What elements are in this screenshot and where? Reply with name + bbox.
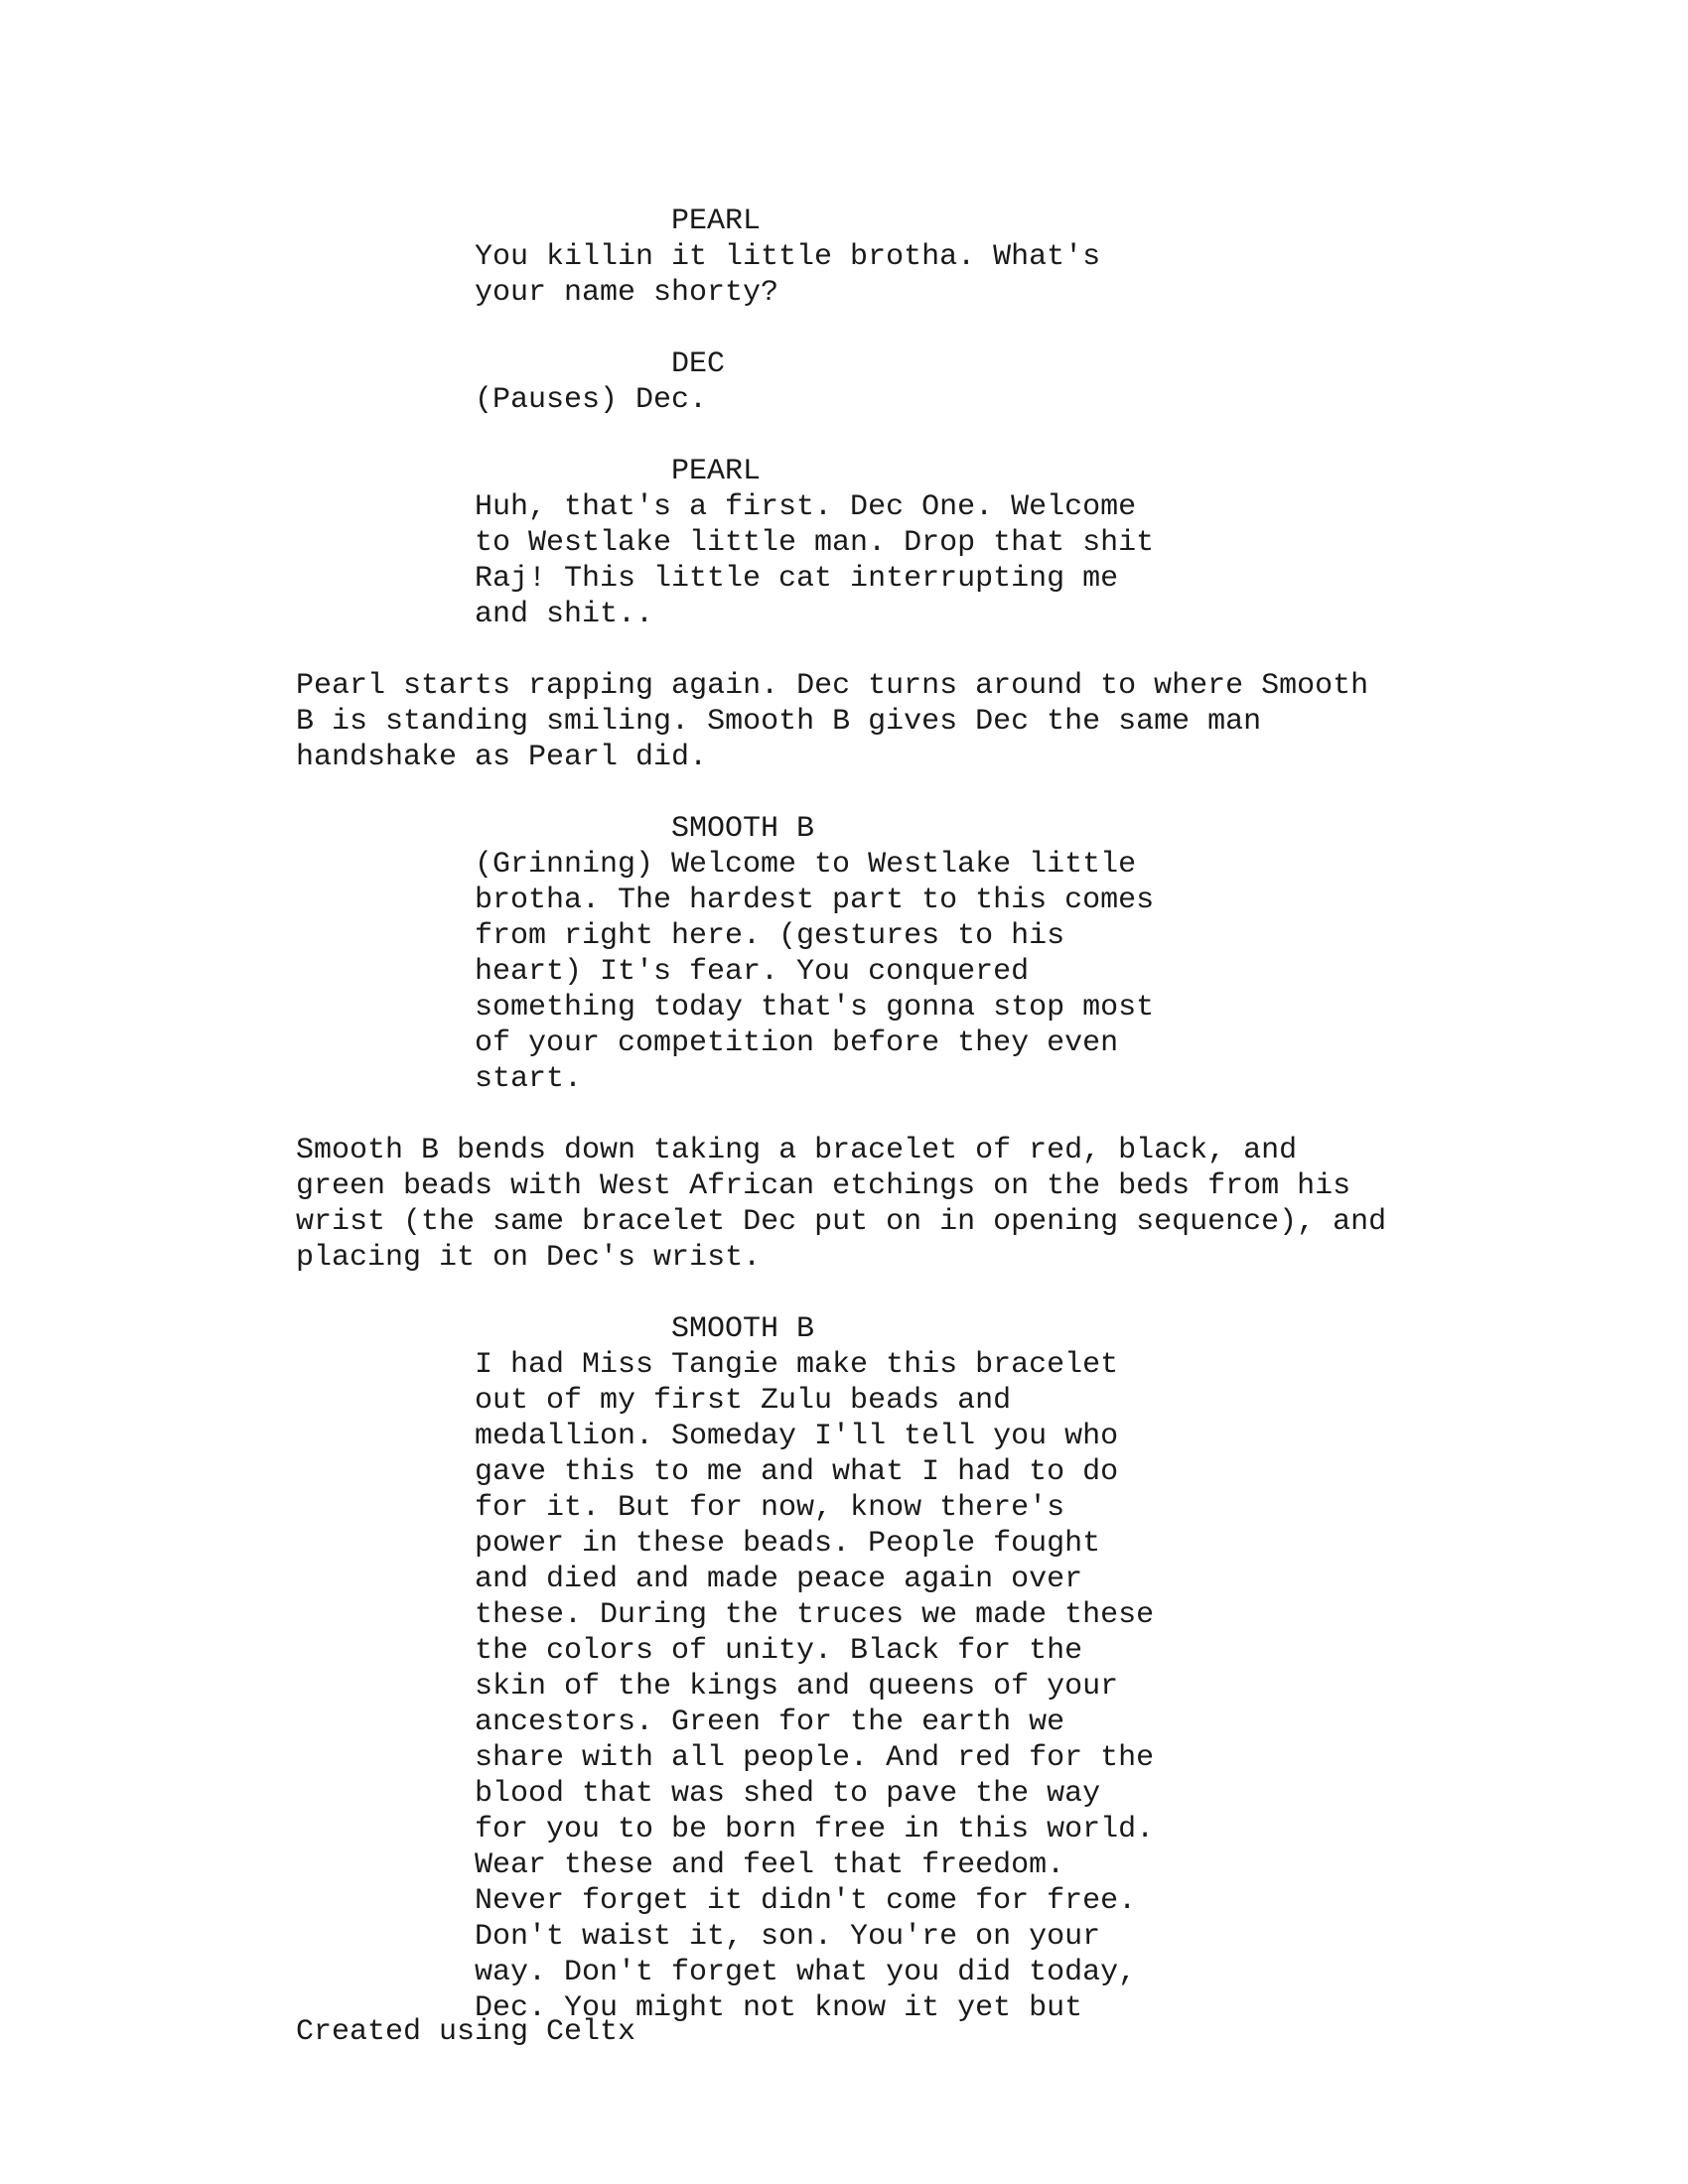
dialogue-line: share with all people. And red for the — [475, 1741, 1155, 1775]
dialogue-line: gave this to me and what I had to do — [475, 1455, 1119, 1489]
dialogue-line: and died and made peace again over — [475, 1563, 1083, 1596]
character-cue-pearl — [671, 204, 761, 239]
dialogue-line: Never forget it didn't come for free. — [475, 1884, 1137, 1918]
action-line: placing it on Dec's wrist. — [296, 1241, 762, 1275]
dialogue-line: I had Miss Tangie make this bracelet — [475, 1348, 1119, 1382]
dialogue-line: the colors of unity. Black for the — [475, 1634, 1083, 1668]
dialogue-line: heart) It's fear. You conquered — [475, 955, 1030, 989]
footer-credit — [296, 2014, 635, 2050]
character-name: DEC — [671, 347, 726, 381]
character-name: SMOOTH B — [671, 1312, 815, 1346]
character-name: PEARL — [671, 455, 762, 488]
character-name: SMOOTH B — [671, 812, 815, 846]
dialogue-line: blood that was shed to pave the way — [475, 1777, 1101, 1811]
dialogue-line: skin of the kings and queens of your — [475, 1670, 1119, 1704]
dialogue-line: to Westlake little man. Drop that shit — [475, 526, 1155, 560]
dialogue-line: your name shorty? — [475, 276, 779, 310]
dialogue-line: Huh, that's a first. Dec One. Welcome — [475, 490, 1137, 524]
dialogue-line: You killin it little brotha. What's — [475, 240, 1101, 274]
dialogue-line: Dec. You might not know it yet but — [475, 1991, 1083, 2025]
dialogue-line: of your competition before they even — [475, 1026, 1119, 1060]
dialogue-line: for it. But for now, know there's — [475, 1491, 1065, 1525]
dialogue-block — [475, 239, 1100, 311]
character-cue-dec — [671, 346, 725, 382]
dialogue-block — [475, 382, 707, 418]
dialogue-block — [475, 1347, 1154, 2026]
dialogue-line: from right here. (gestures to his — [475, 919, 1065, 953]
character-cue-smooth-b — [671, 1311, 814, 1347]
dialogue-line: ancestors. Green for the earth we — [475, 1706, 1065, 1739]
character-cue-smooth-b — [671, 811, 814, 847]
dialogue-line: these. During the truces we made these — [475, 1598, 1155, 1632]
action-line: Smooth B bends down taking a bracelet of red, black, and — [296, 1134, 1298, 1167]
dialogue-block — [475, 847, 1154, 1097]
action-block — [296, 1133, 1386, 1276]
dialogue-line: way. Don't forget what you did today, — [475, 1956, 1137, 1989]
dialogue-line: (Pauses) Dec. — [475, 383, 708, 417]
dialogue-line: brotha. The hardest part to this comes — [475, 884, 1155, 917]
footer-text: Created using Celtx — [296, 2015, 636, 2049]
action-line: handshake as Pearl did. — [296, 741, 708, 774]
dialogue-line: something today that's gonna stop most — [475, 991, 1155, 1024]
character-cue-pearl — [671, 454, 761, 489]
dialogue-block — [475, 489, 1154, 632]
dialogue-line: out of my first Zulu beads and — [475, 1384, 1012, 1418]
dialogue-line: start. — [475, 1062, 583, 1096]
action-block — [296, 668, 1368, 775]
dialogue-line: medallion. Someday I'll tell you who — [475, 1420, 1119, 1453]
character-name: PEARL — [671, 205, 762, 238]
action-line: wrist (the same bracelet Dec put on in opening sequence), and — [296, 1205, 1387, 1239]
dialogue-line: Don't waist it, son. You're on your — [475, 1920, 1101, 1954]
dialogue-line: for you to be born free in this world. — [475, 1813, 1155, 1846]
dialogue-line: power in these beads. People fought — [475, 1527, 1101, 1561]
dialogue-line: (Grinning) Welcome to Westlake little — [475, 848, 1137, 882]
action-line: green beads with West African etchings on the beds from his — [296, 1169, 1351, 1203]
dialogue-line: Raj! This little cat interrupting me — [475, 562, 1119, 596]
dialogue-line: Wear these and feel that freedom. — [475, 1848, 1065, 1882]
action-line: B is standing smiling. Smooth B gives Dec the same man — [296, 705, 1262, 739]
dialogue-line: and shit.. — [475, 598, 654, 631]
action-line: Pearl starts rapping again. Dec turns around to where Smooth — [296, 669, 1369, 703]
